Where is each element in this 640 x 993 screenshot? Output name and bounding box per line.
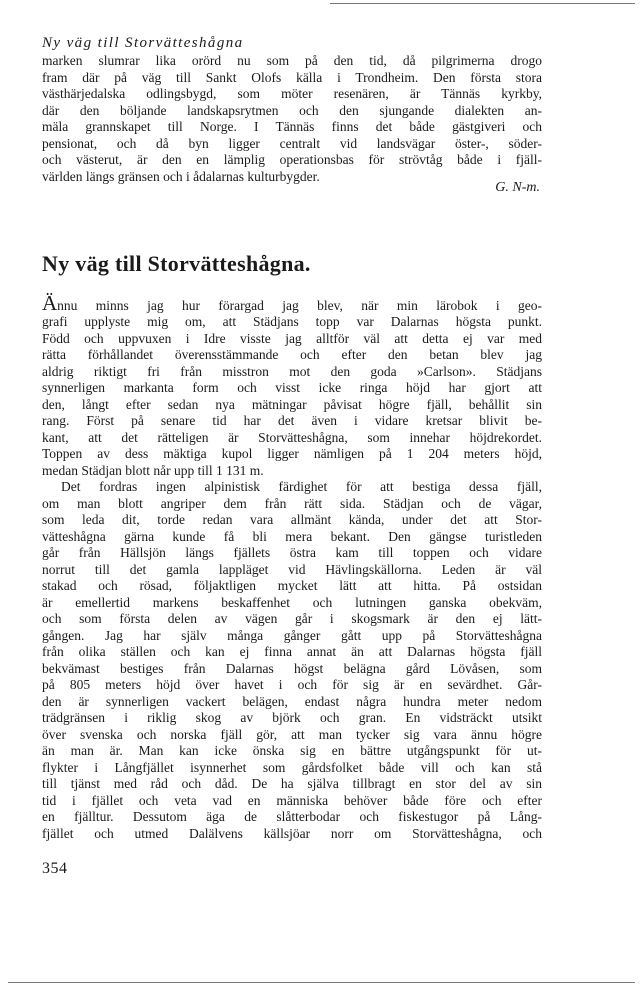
text-line: grafi upplyste mig om, att Städjans topp var Dalarnas högsta punkt.: [42, 314, 542, 329]
article-title: Ny väg till Storvätteshågna.: [42, 250, 311, 276]
article-paragraph-2: [42, 479, 542, 842]
text-line: Född och uppvuxen i Idre visste jag alltför väl att detta ej var med: [42, 330, 542, 346]
text-line: flykter i Långfjället isynnerhet som gårdsfolket både vill och kan stå: [42, 759, 542, 775]
text-line: bekvämast bestiges från Dalarnas högst belägna gård Lövåsen, som: [42, 660, 542, 676]
text-line: fram där på väg till Sankt Olofs källa i Trondheim. Den första stora: [42, 69, 542, 85]
text-line: som leda dit, torde redan vara allmänt kända, under det att Stor-: [42, 512, 542, 527]
text-line: Det fordras ingen alpinistisk färdighet för att bestiga dessa fjäll,: [61, 479, 542, 494]
text-line: kant, att det rätteligen är Storvätteshågna, som innehar höjdrekordet.: [42, 429, 542, 445]
text-line: rang. Först på senare tid har det även i vidare kretsar blivit be-: [42, 413, 542, 428]
text-line: till tjänst med råd och dåd. De ha själva tillbragt en stor del av sin: [42, 776, 542, 791]
text-line: marken slumrar lika orörd nu som på den tid, då pilgrimerna drogo: [42, 53, 542, 68]
intro-paragraph: [42, 53, 542, 195]
text-line: vätteshågna gärna kunde få bli mera bekant. Den gängse turistleden: [42, 528, 542, 544]
text-line: fjället och utmed Dalälvens källsjöar norr om Storvätteshågna, och: [42, 825, 542, 841]
text-line: Toppen av dess mäktiga kupol ligger nämligen på 1 204 meters höjd,: [42, 446, 542, 461]
text-line: världen längs gränsen och i ådalarnas kulturbygder.: [42, 168, 320, 184]
text-line: mäla grannskapet till Norge. I Tännäs finns det både gästgiveri och: [42, 119, 542, 134]
drop-cap: Ä: [42, 290, 58, 315]
text-line: aldrig riktigt fri från misstron mot den goda »Carlson». Städjans: [42, 363, 542, 379]
text-line: om man blott angriper dem från rätt sida. Städjan och de vägar,: [42, 495, 542, 511]
text-line: där den böljande landskapsrytmen och den sjungande dialekten an-: [42, 102, 542, 118]
text-line: pensionat, och då byn ligger centralt vid landsvägar öster-, söder-: [42, 135, 542, 151]
text-line: medan Städjan blott når upp till 1 131 m.: [42, 462, 264, 478]
page-number: 354: [42, 860, 68, 877]
top-rule: [330, 3, 635, 4]
text-line: tid i fjället och veta vad en människa behöver både före och efter: [42, 792, 542, 808]
bottom-rule: [8, 982, 635, 983]
text-line: på 805 meters höjd över havet i och för sig är en sevärdhet. Går-: [42, 677, 542, 692]
text-line: rätta förhållandet överensstämmande och efter den betan blev jag: [42, 347, 542, 362]
text-line: norrut till det gamla lappläget vid Hävlingskällorna. Leden är väl: [42, 561, 542, 577]
text-line: den, långt efter sedan nya mätningar påvisat högre fjäll, behållit sin: [42, 396, 542, 412]
text-line: över svenska och norska fjäll gör, att man tycker sig vara ännu högre: [42, 726, 542, 742]
closing-line: [42, 168, 542, 195]
text-line: från olika ställen och kan ej finna annat än att Dalarnas högsta fjäll: [42, 644, 542, 659]
running-head: Ny väg till Storvätteshågna: [42, 35, 244, 51]
text-line: trädgränsen i riklig skog av björk och gran. En vidsträckt utsikt: [42, 710, 542, 725]
text-line: [42, 290, 542, 315]
text-line: synnerligen markanta form och visst icke ringa höjd har gjort att: [42, 380, 542, 395]
text-line: och som första delen av vägen går i skogsmark är den ej lätt-: [42, 611, 542, 626]
text-line: västhärjedalska odlingsbygd, som möter resenären, är Tännäs kyrkby,: [42, 86, 542, 101]
text-line: stakad och rösad, följaktligen mycket lätt att hitta. På ostsidan: [42, 578, 542, 593]
text-line: är emellertid markens beskaffenhet och lutningen ganska obekväm,: [42, 594, 542, 610]
text-line: än man är. Man kan icke önska sig en bättre utgångspunkt för ut-: [42, 743, 542, 758]
text-line: går från Hällsjön längs fjällets östra kam till toppen och vidare: [42, 545, 542, 560]
article-paragraph-1: [42, 290, 542, 480]
text-line: den är synnerligen vackert belägen, endast några hundra meter nedom: [42, 693, 542, 709]
text-line: gången. Jag har själv många gånger gått upp på Storvätteshågna: [42, 627, 542, 643]
text-line: en fjälltur. Dessutom äga de slåtterbodar och fiskestugor på Lång-: [42, 809, 542, 824]
author-signature: G. N-m.: [495, 179, 540, 195]
text-segment: nnu minns jag hur förargad jag blev, när min lärobok i geo-: [57, 297, 542, 313]
text-line: och västerut, är den en lämplig operationsbas för strövtåg både i fjäll-: [42, 152, 542, 167]
page: [42, 34, 542, 878]
